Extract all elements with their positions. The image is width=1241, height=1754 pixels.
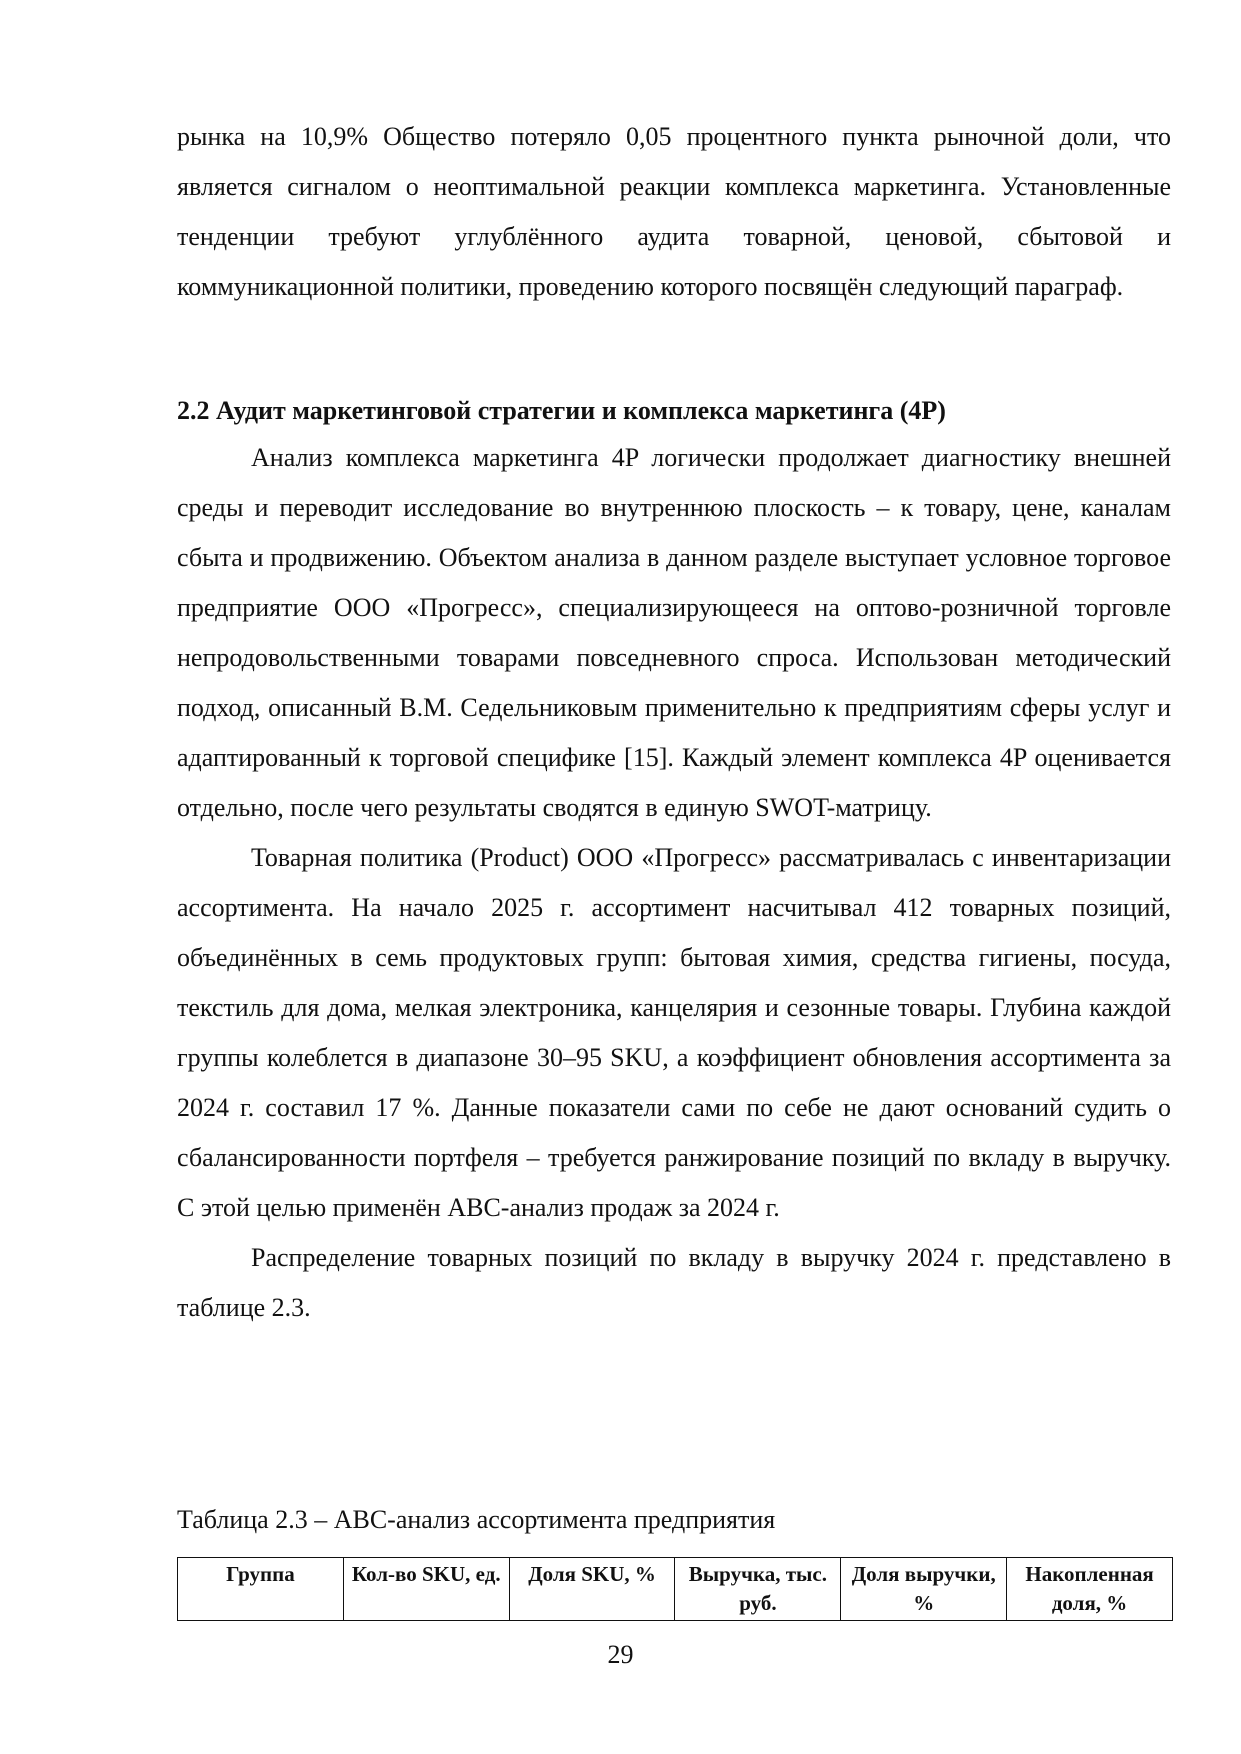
- column-header-revenue-share: Доля выручки, %: [841, 1558, 1007, 1621]
- table-header-row: [178, 1558, 1173, 1621]
- page-number: 29: [607, 1640, 634, 1669]
- paragraph-4p-intro: Анализ комплекса маркетинга 4P логически продолжает диагностику внешней среды и переводит исследование во внутреннюю плоскость – к товару, цене, каналам сбыта и продвижению. Объектом анализа в данном разделе выступает условное торговое предприятие ООО «Прогресс», специализирующееся на оптово-розничной торговле непродовольственными товарами повседневного спроса. Использован методический подход, описанный В.М. Седельниковым применительно к предприятиям сферы услуг и адаптированный к торговой специфике [15]. Каждый элемент комплекса 4P оценивается отдельно, после чего результаты сводятся в единую SWOT-матрицу.: [177, 443, 1171, 822]
- column-header-cumulative-share: Накопленная доля, %: [1007, 1558, 1173, 1621]
- paragraph-table-reference: Распределение товарных позиций по вкладу в выручку 2024 г. представлено в таблице 2.3.: [177, 1243, 1171, 1322]
- abc-analysis-table: [177, 1557, 1173, 1621]
- section-heading: 2.2 Аудит маркетинговой стратегии и комплекса маркетинга (4P): [177, 396, 946, 425]
- paragraph-product-policy: Товарная политика (Product) ООО «Прогресс» рассматривалась с инвентаризации ассортимента. На начало 2025 г. ассортимент насчитывал 412 товарных позиций, объединённых в семь продуктовых групп: бытовая химия, средства гигиены, посуда, текстиль для дома, мелкая электроника, канцелярия и сезонные товары. Глубина каждой группы колеблется в диапазоне 30–95 SKU, а коэффициент обновления ассортимента за 2024 г. составил 17 %. Данные показатели сами по себе не дают оснований судить о сбалансированности портфеля – требуется ранжирование позиций по вкладу в выручку. С этой целью применён ABC-анализ продаж за 2024 г.: [177, 843, 1171, 1222]
- column-header-revenue: Выручка, тыс. руб.: [675, 1558, 841, 1621]
- continuation-paragraph: рынка на 10,9% Общество потеряло 0,05 процентного пункта рыночной доли, что является сигналом о неоптимальной реакции комплекса маркетинга. Установленные тенденции требуют углублённого аудита товарной, ценовой, сбытовой и коммуникационной политики, проведению которого посвящён следующий параграф.: [177, 122, 1171, 301]
- section-body: [177, 433, 1171, 1333]
- column-header-group: Группа: [178, 1558, 344, 1621]
- column-header-sku-share: Доля SKU, %: [509, 1558, 675, 1621]
- table-caption: Таблица 2.3 – ABC-анализ ассортимента предприятия: [177, 1505, 776, 1534]
- column-header-sku-count: Кол-во SKU, ед.: [343, 1558, 509, 1621]
- continuation-paragraph-block: [177, 112, 1171, 312]
